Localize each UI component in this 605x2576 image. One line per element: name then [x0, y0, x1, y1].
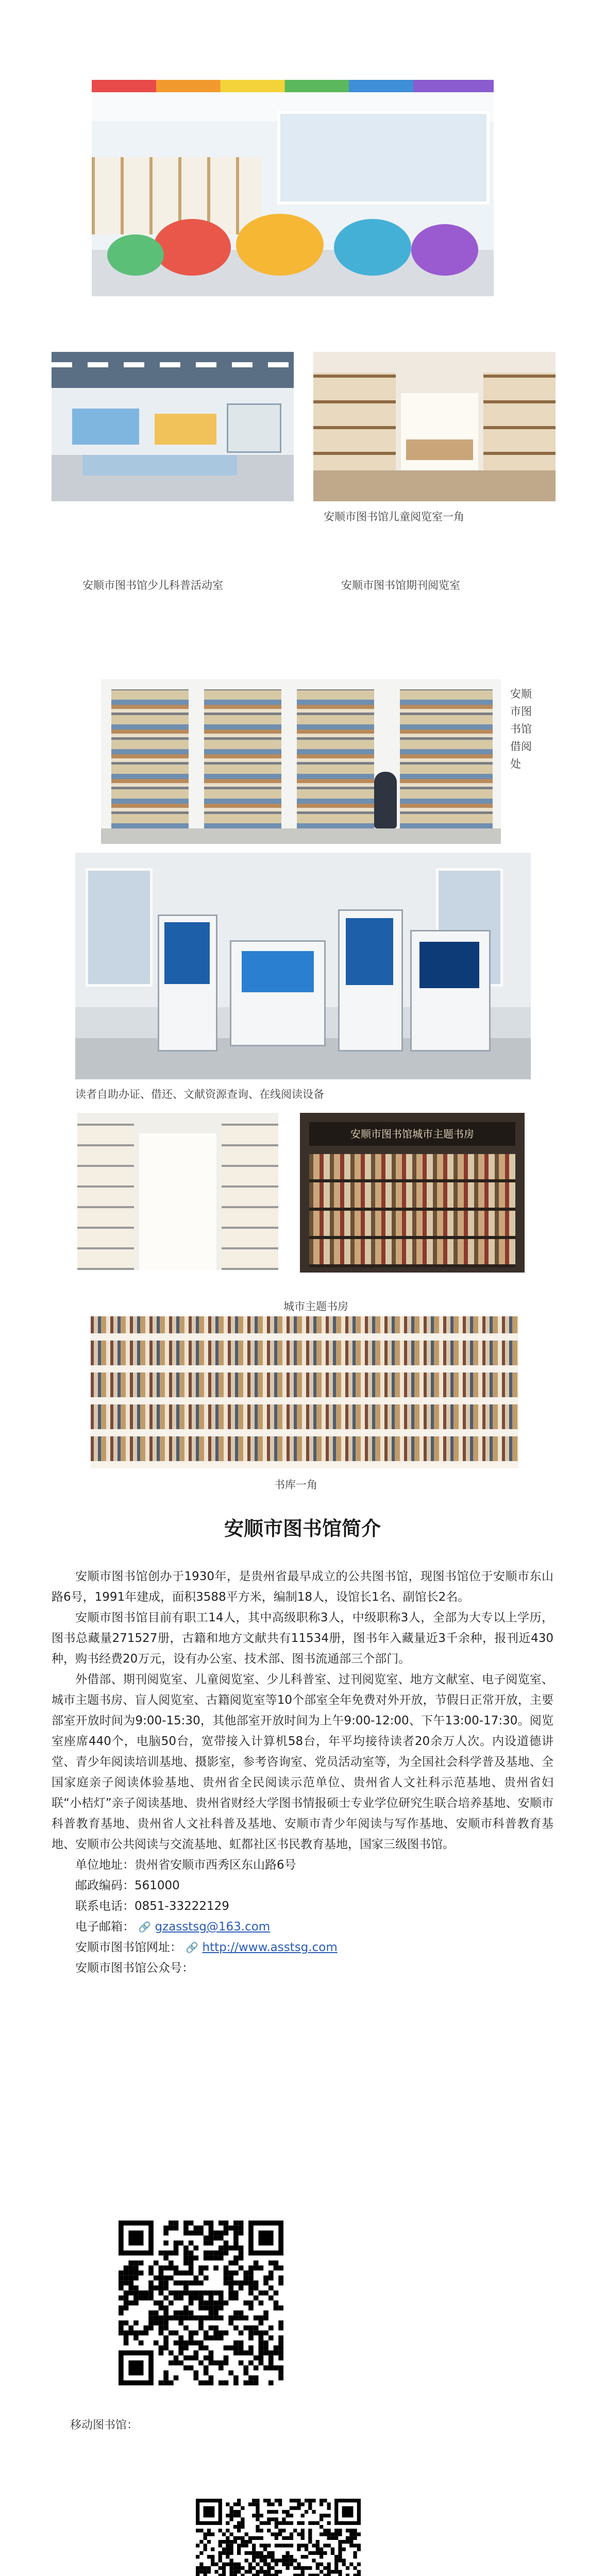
email-line: 电子邮箱： 🔗 gzasstsg@163.com — [75, 1920, 271, 1934]
self-service-photo — [75, 853, 531, 1079]
city-study-photo — [300, 1113, 525, 1273]
wechat-line: 安顺市图书馆公众号： — [75, 1961, 194, 1975]
caption-city-study: 城市主题书房 — [283, 1300, 348, 1313]
caption-periodical-room: 安顺市图书馆期刊阅览室 — [341, 579, 460, 591]
intro-body — [52, 1566, 553, 1978]
children-room-photo — [92, 80, 494, 296]
book-corner-photo — [91, 1316, 518, 1468]
caption-stacks-room: 安顺市图书馆借阅处 — [510, 688, 532, 770]
wechat-qr-code — [119, 2221, 283, 2385]
toddler-room-photo — [52, 352, 294, 501]
address-line: 单位地址：贵州省安顺市西秀区东山路6号 — [75, 1858, 296, 1872]
stacks-photo — [101, 679, 501, 844]
mobile-library-qr-code — [196, 2499, 361, 2576]
caption-book-corner: 书库一角 — [274, 1479, 317, 1491]
intro-paragraph: 安顺市图书馆目前有职工14人，其中高级职称3人，中级职称3人，全部为大专以上学历，图书总藏量271527册，古籍和地方文献共有11534册，图书年入藏量近3千余种，报刊近430种，购书经费20万元，设有办公室、技术部、图书流通部三个部门。 — [52, 1611, 553, 1666]
mobile-library-label: 移动图书馆： — [70, 2419, 139, 2432]
caption-children-room: 安顺市图书馆儿童阅览室一角 — [324, 511, 464, 523]
link-icon: 🔗 — [186, 1941, 199, 1954]
periodical-room-photo — [313, 352, 556, 501]
intro-paragraph: 安顺市图书馆创办于1930年，是贵州省最早成立的公共图书馆，现图书馆位于安顺市东山路6号，1991年建成，面积3588平方米，编制18人，设馆长1名、副馆长2名。 — [52, 1570, 553, 1604]
website-link[interactable]: http://www.asstsg.com — [202, 1941, 338, 1954]
caption-toddler-room: 安顺市图书馆少儿科普活动室 — [82, 579, 223, 591]
postcode-line: 邮政编码：561000 — [75, 1879, 180, 1892]
city-study-banner: 安顺市图书馆城市主题书房 — [309, 1122, 515, 1146]
page-title: 安顺市图书馆简介 — [224, 1517, 381, 1540]
email-link[interactable]: gzasstsg@163.com — [155, 1920, 271, 1934]
corridor-photo — [77, 1113, 278, 1270]
website-line: 安顺市图书馆网址： 🔗 http://www.asstsg.com — [75, 1941, 338, 1954]
intro-paragraph: 外借部、期刊阅览室、儿童阅览室、少儿科普室、过刊阅览室、地方文献室、电子阅览室、城市主题书房、盲人阅览室、古籍阅览室等10个部室全年免费对外开放，节假日正常开放，主要部室开放时间为9:00-15:30，其他部室开放时间为上午9:00-12:00、下午13:00-17:30。阅览室座席440个，电脑50台，宽带接入计算机58台，年平均接待读者20余万人次。内设道德讲堂、青少年阅读培训基地、摄影室，参考咨询室、党员活动室等，为全国社会科学普及基地、全国家庭亲子阅读体验基地、贵州省全民阅读示范单位、贵州省人文社科示范基地、贵州省妇联“小桔灯”亲子阅读基地、贵州省财经大学图书情报硕士专业学位研究生联合培养基地、安顺市科普教育基地、贵州省人文社科普及基地、安顺市青少年阅读与写作基地、安顺市科普教育基地、安顺市公共阅读与交流基地、虹都社区书民教育基地，国家三级图书馆。 — [52, 1673, 553, 1851]
phone-line: 联系电话：0851-33222129 — [75, 1900, 229, 1913]
link-icon: 🔗 — [138, 1921, 152, 1933]
caption-self-service: 读者自助办证、借还、文献资源查询、在线阅读设备 — [75, 1088, 324, 1100]
